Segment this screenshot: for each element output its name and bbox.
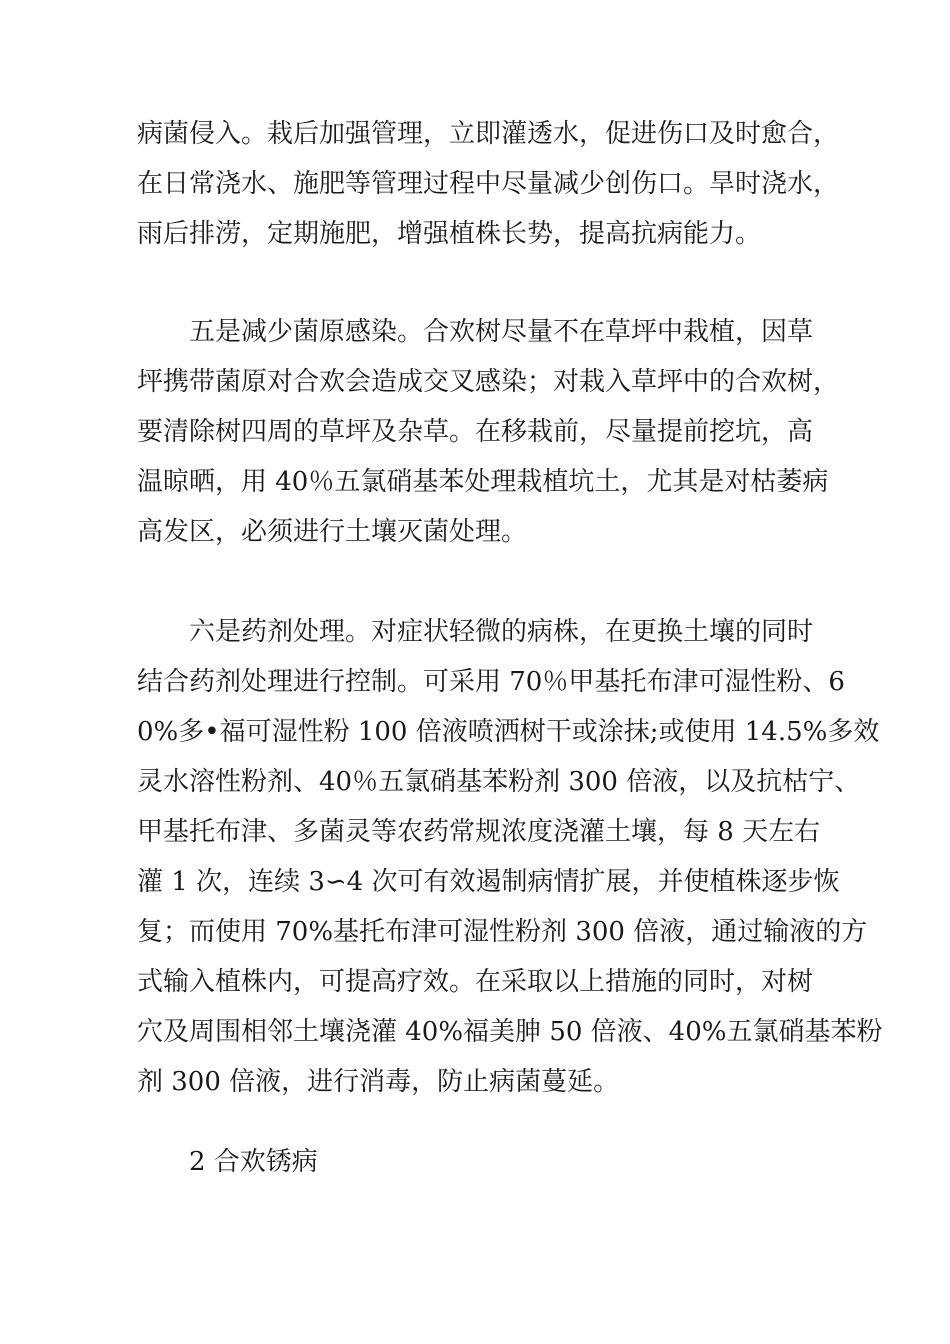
text-line: 甲基托布津、多菌灵等农药常规浓度浇灌土壤，每 8 天左右 [137,817,821,847]
text-line: 六是药剂处理。对症状轻微的病株，在更换土壤的同时 [137,617,814,647]
text-line: 0%多•福可湿性粉 100 倍液喷洒树干或涂抹;或使用 14.5%多效 [137,717,880,747]
text-line: 温晾晒，用 40％五氯硝基苯处理栽植坑土，尤其是对枯萎病 [137,467,829,497]
paragraph-chemical-treatment [137,607,883,1107]
text-line: 复；而使用 70%基托布津可湿性粉剂 300 倍液，通过输液的方 [137,917,868,947]
text-line: 雨后排涝，定期施肥，增强植株长势，提高抗病能力。 [137,219,762,249]
section-heading [137,1137,827,1187]
text-line: 五是减少菌原感染。合欢树尽量不在草坪中栽植，因草 [137,317,814,347]
text-line: 坪携带菌原对合欢会造成交叉感染；对栽入草坪中的合欢树， [137,367,840,397]
text-line: 在日常浇水、施肥等管理过程中尽量减少创伤口。旱时浇水， [137,169,840,199]
text-line: 灌 1 次，连续 3∽4 次可有效遏制病情扩展，并使植株逐步恢 [137,867,840,897]
paragraph-reduce-infection [137,307,840,557]
text-line: 病菌侵入。栽后加强管理，立即灌透水，促进伤口及时愈合， [137,119,840,149]
text-line: 灵水溶性粉剂、40％五氯硝基苯粉剂 300 倍液，以及抗枯宁、 [137,767,861,797]
text-line: 式输入植株内，可提高疗效。在采取以上措施的同时，对树 [137,967,814,997]
text-line: 要清除树四周的草坪及杂草。在移栽前，尽量提前挖坑，高 [137,417,814,447]
text-line: 高发区，必须进行土壤灭菌处理。 [137,517,528,547]
text-line: 剂 300 倍液，进行消毒，防止病菌蔓延。 [137,1067,620,1097]
text-line: 穴及周围相邻土壤浇灌 40%福美胂 50 倍液、40%五氯硝基苯粉 [137,1017,883,1047]
paragraph-wound-care [137,109,840,259]
heading-text: 2 合欢锈病 [137,1147,318,1177]
text-line: 结合药剂处理进行控制。可采用 70％甲基托布津可湿性粉、6 [137,667,845,697]
